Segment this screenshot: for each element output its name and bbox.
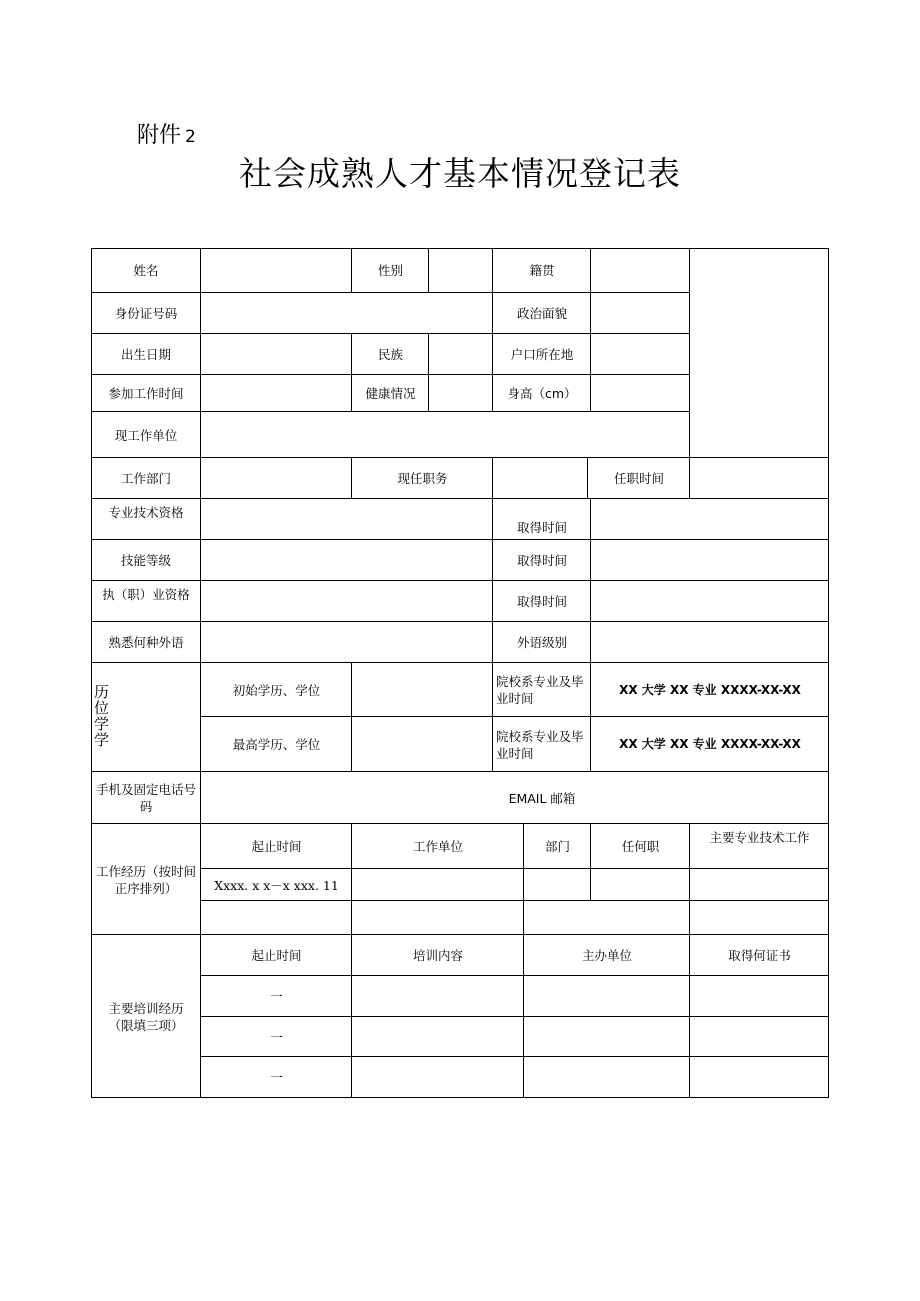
training-row-3-period[interactable]: 一 xyxy=(270,1070,283,1085)
skill-level-label: 技能等级 xyxy=(120,553,171,568)
department-field[interactable] xyxy=(201,458,352,499)
current-post-field[interactable] xyxy=(493,458,588,499)
training-row-2-period[interactable]: 一 xyxy=(270,1029,283,1045)
work-history-row-2-main-work[interactable] xyxy=(690,901,829,935)
obtained-time-label-3: 取得时间 xyxy=(516,594,567,609)
obtained-time-label-2: 取得时间 xyxy=(516,553,567,568)
political-status-field[interactable] xyxy=(591,293,690,334)
education-char-1: 历 xyxy=(94,683,110,701)
work-history-header-period: 起止时间 xyxy=(251,839,302,854)
current-employer-field[interactable] xyxy=(201,412,690,458)
household-label: 户口所在地 xyxy=(510,347,574,362)
training-label: 主要培训经历（限填三项） xyxy=(108,1000,184,1033)
work-history-header-employer: 工作单位 xyxy=(412,839,463,854)
obtained-time-field-1[interactable] xyxy=(591,499,829,540)
work-history-header-department: 部门 xyxy=(544,839,570,854)
name-field[interactable] xyxy=(201,248,352,293)
training-row-3-organizer[interactable] xyxy=(524,1057,690,1098)
highest-education-field[interactable] xyxy=(352,717,493,772)
training-header-content: 培训内容 xyxy=(412,948,463,963)
phone-label: 手机及固定电话号码 xyxy=(95,782,196,814)
height-label: 身高（cm） xyxy=(507,386,577,401)
training-row-1-certificate[interactable] xyxy=(690,976,829,1017)
training-row-1-organizer[interactable] xyxy=(524,976,690,1017)
email-label: EMAIL 邮箱 xyxy=(508,790,576,806)
initial-education-label: 初始学历、学位 xyxy=(232,682,321,698)
obtained-time-label-1: 取得时间 xyxy=(516,520,567,535)
id-number-field[interactable] xyxy=(201,293,493,334)
work-history-row-1-department[interactable] xyxy=(524,869,591,901)
initial-school-label: 院校系专业及毕业时间 xyxy=(496,674,584,706)
current-employer-label: 现工作单位 xyxy=(114,427,178,443)
tech-qualification-field[interactable] xyxy=(201,499,493,540)
work-history-label: 工作经历（按时间正序排列） xyxy=(95,863,196,896)
work-history-row-2-period[interactable] xyxy=(201,901,352,935)
id-number-label: 身份证号码 xyxy=(114,306,178,321)
training-header-certificate: 取得何证书 xyxy=(728,948,791,963)
appointment-time-field[interactable] xyxy=(690,458,829,499)
work-history-header-position: 任何职 xyxy=(621,839,660,854)
email-field[interactable] xyxy=(591,772,829,824)
education-char-3: 学 xyxy=(94,715,110,733)
highest-school-label: 院校系专业及毕业时间 xyxy=(496,728,584,761)
household-field[interactable] xyxy=(591,334,690,375)
initial-school-value[interactable]: XX 大学 XX 专业 XXXX-XX-XX xyxy=(619,682,801,697)
current-post-label: 现任职务 xyxy=(397,471,448,486)
birth-date-field[interactable] xyxy=(201,334,352,375)
political-status-label: 政治面貌 xyxy=(516,306,567,321)
work-history-row-1-position[interactable] xyxy=(591,869,690,901)
work-history-row-1-employer[interactable] xyxy=(352,869,524,901)
work-history-row-1-period[interactable]: Xxxx. x x－x xxx. 11 xyxy=(214,877,339,893)
attachment-label xyxy=(137,118,196,149)
language-level-label: 外语级别 xyxy=(516,635,567,650)
work-history-header-main-work: 主要专业技术工作 xyxy=(709,830,810,845)
work-history-row-2-position[interactable] xyxy=(591,901,690,935)
attachment-text: 附件 xyxy=(137,123,182,148)
ethnicity-label: 民族 xyxy=(377,347,403,362)
skill-level-field[interactable] xyxy=(201,540,493,581)
gender-label: 性别 xyxy=(377,263,403,278)
obtained-time-field-2[interactable] xyxy=(591,540,829,581)
work-start-label: 参加工作时间 xyxy=(108,386,184,401)
native-place-field[interactable] xyxy=(591,248,690,293)
training-row-2-content[interactable] xyxy=(352,1017,524,1057)
training-row-3-certificate[interactable] xyxy=(690,1057,829,1098)
training-row-1-period[interactable]: 一 xyxy=(270,989,283,1004)
education-char-2: 位 xyxy=(94,699,110,717)
health-field[interactable] xyxy=(429,375,493,412)
training-row-2-organizer[interactable] xyxy=(524,1017,690,1057)
training-header-organizer: 主办单位 xyxy=(581,948,632,963)
initial-education-field[interactable] xyxy=(352,663,493,717)
languages-label: 熟悉何种外语 xyxy=(108,635,184,650)
birth-date-label: 出生日期 xyxy=(120,347,171,362)
work-start-field[interactable] xyxy=(201,375,352,412)
languages-field[interactable] xyxy=(201,622,493,663)
work-history-row-2-employer[interactable] xyxy=(352,901,524,935)
ethnicity-field[interactable] xyxy=(429,334,493,375)
training-row-2-certificate[interactable] xyxy=(690,1017,829,1057)
language-level-field[interactable] xyxy=(591,622,829,663)
appointment-time-label: 任职时间 xyxy=(613,471,664,486)
phone-field[interactable] xyxy=(201,772,493,824)
tech-qualification-label: 专业技术资格 xyxy=(108,505,184,520)
education-char-4: 学 xyxy=(94,731,110,749)
highest-education-label: 最高学历、学位 xyxy=(232,737,321,752)
training-row-3-content[interactable] xyxy=(352,1057,524,1098)
practice-qualification-field[interactable] xyxy=(201,581,493,622)
gender-field[interactable] xyxy=(429,248,493,293)
native-place-label: 籍贯 xyxy=(529,263,555,278)
department-label: 工作部门 xyxy=(120,471,171,486)
health-label: 健康情况 xyxy=(365,386,416,401)
work-history-row-2-department[interactable] xyxy=(524,901,591,935)
training-header-period: 起止时间 xyxy=(251,948,302,963)
practice-qualification-label: 执（职）业资格 xyxy=(102,587,190,602)
training-row-1-content[interactable] xyxy=(352,976,524,1017)
attachment-number: 2 xyxy=(185,127,196,147)
obtained-time-field-3[interactable] xyxy=(591,581,829,622)
height-field[interactable] xyxy=(591,375,690,412)
highest-school-value[interactable]: XX 大学 XX 专业 XXXX-XX-XX xyxy=(619,737,801,751)
name-label: 姓名 xyxy=(133,263,159,278)
page-title: 社会成熟人才基本情况登记表 xyxy=(239,154,681,193)
photo-area[interactable] xyxy=(690,248,829,458)
work-history-row-1-main-work[interactable] xyxy=(690,869,829,901)
